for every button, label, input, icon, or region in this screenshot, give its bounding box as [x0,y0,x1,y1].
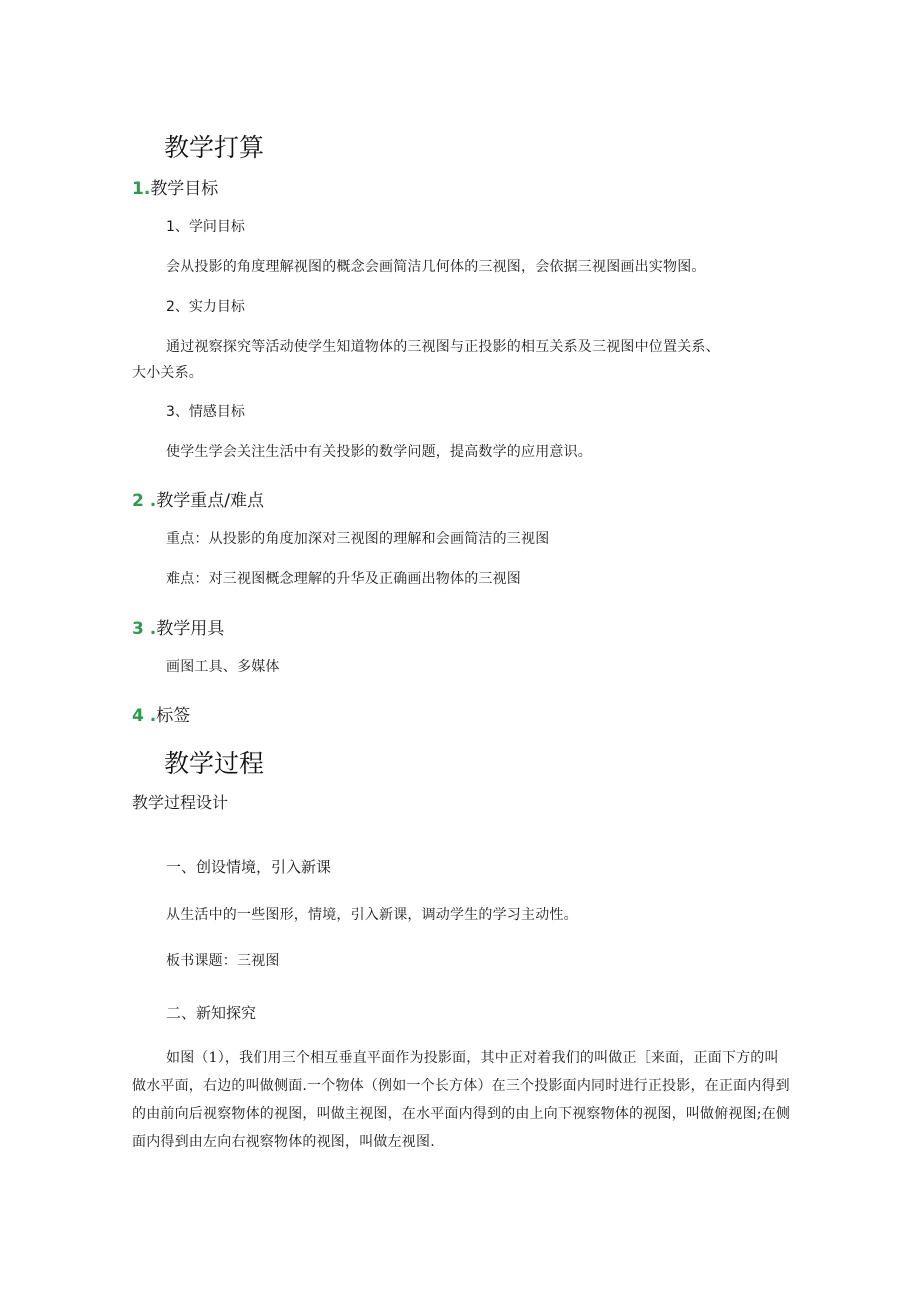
section-3-heading: 3 .教学用具 [132,619,225,639]
section-label: 标签 [156,706,191,726]
difficulty-text: 难点：对三视图概念理解的升华及正确画出物体的三视图 [166,571,521,587]
section-number: 3 [132,619,144,639]
part1-heading: 一、创设情境，引入新课 [166,858,332,876]
key-point-text: 重点：从投影的角度加深对三视图的理解和会画简洁的三视图 [166,531,550,547]
board-title-text: 板书课题：三视图 [166,953,280,969]
section-1-heading: 1.教学目标 [132,179,219,199]
section-label: 教学目标 [150,179,219,199]
process-title: 教学过程 [164,749,265,778]
section-4-heading: 4 .标签 [132,706,191,726]
section-label: 教学用具 [156,619,225,639]
section-2-heading: 2 .教学重点/难点 [132,491,264,511]
part2-paragraph [132,1044,792,1156]
ability-goal-text-line1: 通过视察探究等活动使学生知道物体的三视图与正投影的相互关系及三视图中位置关系、 [166,339,720,355]
ability-goal-text-line2: 大小关系。 [132,365,203,381]
emotion-goal-heading: 3、情感目标 [166,404,245,420]
plan-title: 教学打算 [164,133,265,162]
knowledge-goal-heading: 1、学问目标 [166,219,245,235]
process-design-label: 教学过程设计 [132,793,229,812]
section-number: 1 [132,179,144,199]
part2-heading: 二、新知探究 [166,1004,257,1022]
section-number: 4 [132,706,144,726]
part1-text: 从生活中的一些图形，情境，引入新课，调动学生的学习主动性。 [166,907,578,923]
section-label: 教学重点/难点 [156,491,264,511]
tools-text: 画图工具、多媒体 [166,659,280,675]
ability-goal-heading: 2、实力目标 [166,299,245,315]
emotion-goal-text: 使学生学会关注生活中有关投影的数学问题，提高数学的应用意识。 [166,444,592,460]
part2-paragraph-text: 如图（1），我们用三个相互垂直平面作为投影面，其中正对着我们的叫做正［来面，正面下方的叫做水平面，右边的叫做侧面.一个物体（例如一个长方体）在三个投影面内同时进行正投影，在正面内得到的由前向后视察物体的视图，叫做主视图，在水平面内得到的由上向下视察物体的视图，叫做俯视图;在侧面内得到由左向右视察物体的视图，叫做左视图. [132,1050,791,1150]
section-number: 2 [132,491,144,511]
knowledge-goal-text: 会从投影的角度理解视图的概念会画简洁几何体的三视图，会依据三视图画出实物图。 [166,259,706,275]
